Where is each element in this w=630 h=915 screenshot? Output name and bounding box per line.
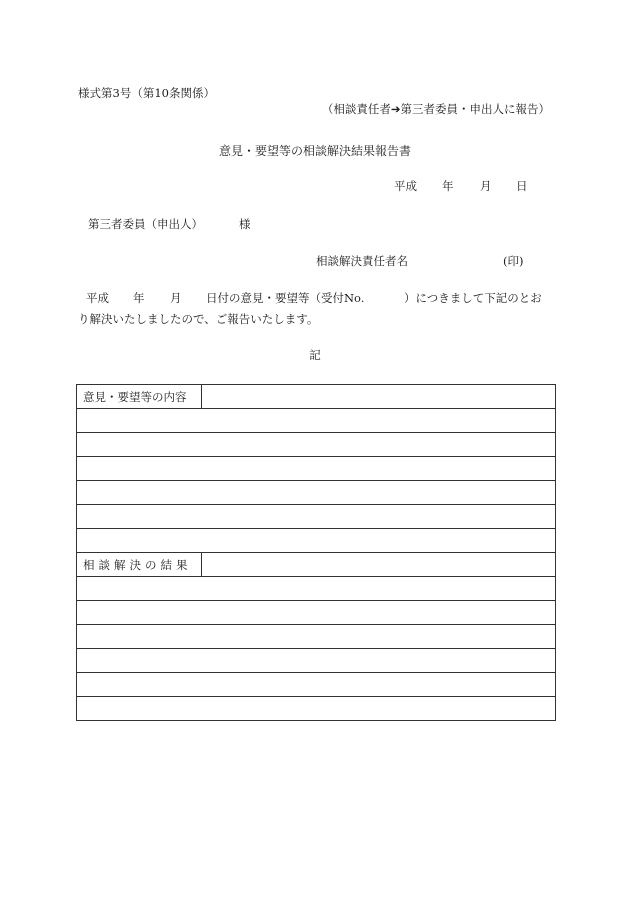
body-line-2: り解決いたしましたので、ご報告いたします。 bbox=[78, 312, 319, 326]
table-row bbox=[77, 697, 556, 721]
content-entry[interactable] bbox=[77, 409, 556, 433]
table-row bbox=[77, 649, 556, 673]
routing-note: （相談責任者➔第三者委員・申出人に報告） bbox=[321, 102, 550, 116]
body-month: 月 bbox=[170, 291, 182, 305]
table-row bbox=[77, 577, 556, 601]
body-year: 年 bbox=[133, 291, 145, 305]
body-text-2: ）につきまして下記のとお bbox=[404, 291, 542, 305]
ki-heading: 記 bbox=[309, 348, 321, 362]
seal-mark: (印) bbox=[503, 254, 524, 268]
content-entry[interactable] bbox=[77, 457, 556, 481]
result-entry[interactable] bbox=[77, 601, 556, 625]
date-month: 月 bbox=[480, 179, 492, 193]
table-row bbox=[77, 505, 556, 529]
content-entry[interactable] bbox=[77, 529, 556, 553]
section-label-content: 意見・要望等の内容 bbox=[77, 385, 202, 409]
result-entry[interactable] bbox=[77, 697, 556, 721]
result-entry[interactable] bbox=[77, 673, 556, 697]
result-entry[interactable] bbox=[77, 649, 556, 673]
content-entry[interactable] bbox=[77, 433, 556, 457]
table-row bbox=[77, 673, 556, 697]
result-entry[interactable] bbox=[77, 577, 556, 601]
table-row bbox=[77, 625, 556, 649]
date-year: 年 bbox=[442, 179, 454, 193]
responsible-name-label: 相談解決責任者名 bbox=[316, 254, 408, 268]
table-row bbox=[77, 529, 556, 553]
content-entry[interactable] bbox=[77, 481, 556, 505]
record-table bbox=[76, 384, 556, 721]
addressee-honorific: 様 bbox=[239, 217, 251, 231]
body-era: 平成 bbox=[86, 291, 109, 305]
addressee-line bbox=[88, 219, 251, 231]
table-row bbox=[77, 481, 556, 505]
table-row bbox=[77, 385, 556, 409]
table-row bbox=[77, 553, 556, 577]
table-row bbox=[77, 409, 556, 433]
content-entry[interactable] bbox=[77, 505, 556, 529]
date-line bbox=[394, 181, 528, 193]
section-label-result: 相談解決の結果 bbox=[77, 553, 202, 577]
table-row bbox=[77, 601, 556, 625]
form-number: 様式第3号（第10条関係） bbox=[78, 86, 215, 100]
table-row bbox=[77, 433, 556, 457]
document-title: 意見・要望等の相談解決結果報告書 bbox=[218, 144, 411, 158]
addressee-name: 第三者委員（申出人） bbox=[88, 217, 203, 231]
body-text-1: 日付の意見・要望等（受付No. bbox=[206, 291, 365, 305]
result-entry[interactable] bbox=[77, 625, 556, 649]
date-era: 平成 bbox=[394, 179, 417, 193]
table-row bbox=[77, 457, 556, 481]
content-entry[interactable] bbox=[202, 385, 556, 409]
result-entry[interactable] bbox=[202, 553, 556, 577]
body-line-1 bbox=[86, 293, 542, 305]
date-day: 日 bbox=[516, 179, 528, 193]
